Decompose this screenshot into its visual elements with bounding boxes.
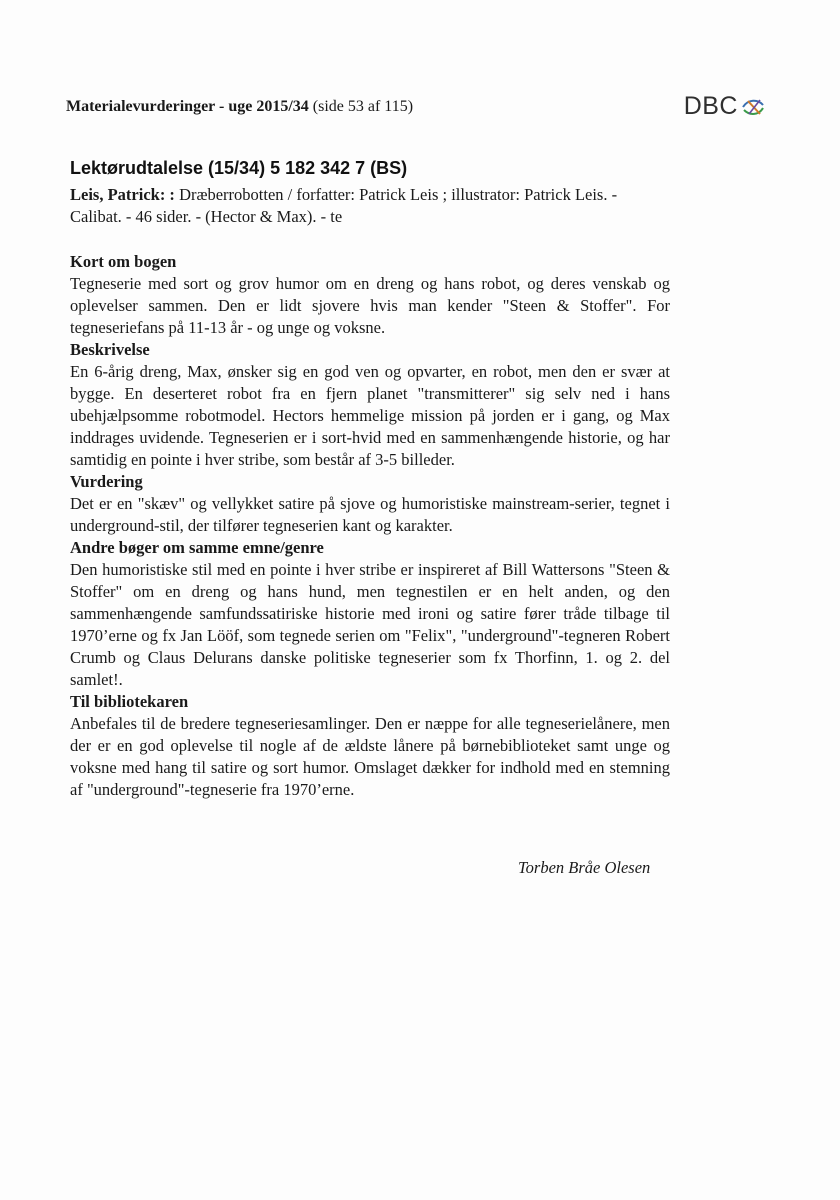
- header-text: [66, 98, 413, 116]
- section-heading: Kort om bogen: [70, 252, 177, 271]
- page-header: [66, 92, 766, 121]
- section-kort-om-bogen: [70, 251, 670, 339]
- section-beskrivelse: [70, 339, 670, 471]
- section-andre-boeger: [70, 537, 670, 691]
- section-heading: Andre bøger om samme emne/genre: [70, 538, 324, 557]
- section-text: Tegneserie med sort og grov humor om en dreng og hans robot, og deres venskab og oplevelser sammen. Den er lidt sjovere hvis man kender "Steen & Stoffer". For tegneseriefans på 11-13 år - og unge og voksne.: [70, 274, 670, 337]
- dbc-logo: [684, 92, 766, 121]
- section-til-bibliotekaren: [70, 691, 670, 801]
- dbc-swirl-logo-icon: [740, 96, 766, 118]
- section-heading: Vurdering: [70, 472, 143, 491]
- section-vurdering: [70, 471, 670, 537]
- citation-details: Dræberrobotten / forfatter: Patrick Leis ; illustrator: Patrick Leis. - Calibat. - 46 sider. - (Hector & Max). - te: [70, 185, 618, 226]
- section-text: Den humoristiske stil med en pointe i hver stribe er inspireret af Bill Wattersons "Steen & Stoffer" om en dreng og hans hund, men tegnestilen er en helt anden, og den sammenhængende samfundssatiriske historie med ironi og satire fører tråde tilbage til 1970’erne og fx Jan Lööf, som tegnede serien om "Felix", "underground"-tegneren Robert Crumb og Claus Delurans danske politiske tegneserier som fx Thorfinn, 1. og 2. del samlet!.: [70, 560, 670, 689]
- page-info: (side 53 af 115): [312, 97, 414, 115]
- section-heading: Til bibliotekaren: [70, 692, 189, 711]
- review-body: [70, 251, 670, 801]
- section-text: Anbefales til de bredere tegneseriesamlinger. Den er næppe for alle tegneserielånere, men der er en god oplevelse til nogle af de ældste lånere på børnebiblioteket samt unge og voksne med hang til satire og sort humor. Omslaget dækker for indhold med en stemning af "underground"-tegneserie fra 1970’erne.: [70, 714, 670, 799]
- logo-text: DBC: [683, 92, 738, 120]
- citation: [70, 184, 670, 228]
- record-title: Lektørudtalelse (15/34) 5 182 342 7 (BS): [70, 158, 408, 178]
- reviewer-signature: Torben Bråe Olesen: [518, 858, 651, 877]
- section-text: Det er en "skæv" og vellykket satire på sjove og humoristiske mainstream-serier, tegnet i underground-stil, der tilfører tegneserien kant og karakter.: [70, 494, 670, 535]
- section-text: En 6-årig dreng, Max, ønsker sig en god ven og opvarter, en robot, men den er svær at bygge. En deserteret robot fra en fjern planet "transmitterer" sig selv ned i hans ubehjælpsomme robotmodel. Hectors hemmelige mission på jorden er i gang, og Max inddrages uvidende. Tegneserien er i sort-hvid med en sammenhængende historie, og har samtidig en pointe i hver stribe, som består af 3-5 billeder.: [70, 362, 670, 469]
- citation-author: Leis, Patrick: :: [70, 185, 175, 204]
- publication-title: Materialevurderinger - uge 2015/34: [66, 97, 309, 115]
- section-heading: Beskrivelse: [70, 340, 150, 359]
